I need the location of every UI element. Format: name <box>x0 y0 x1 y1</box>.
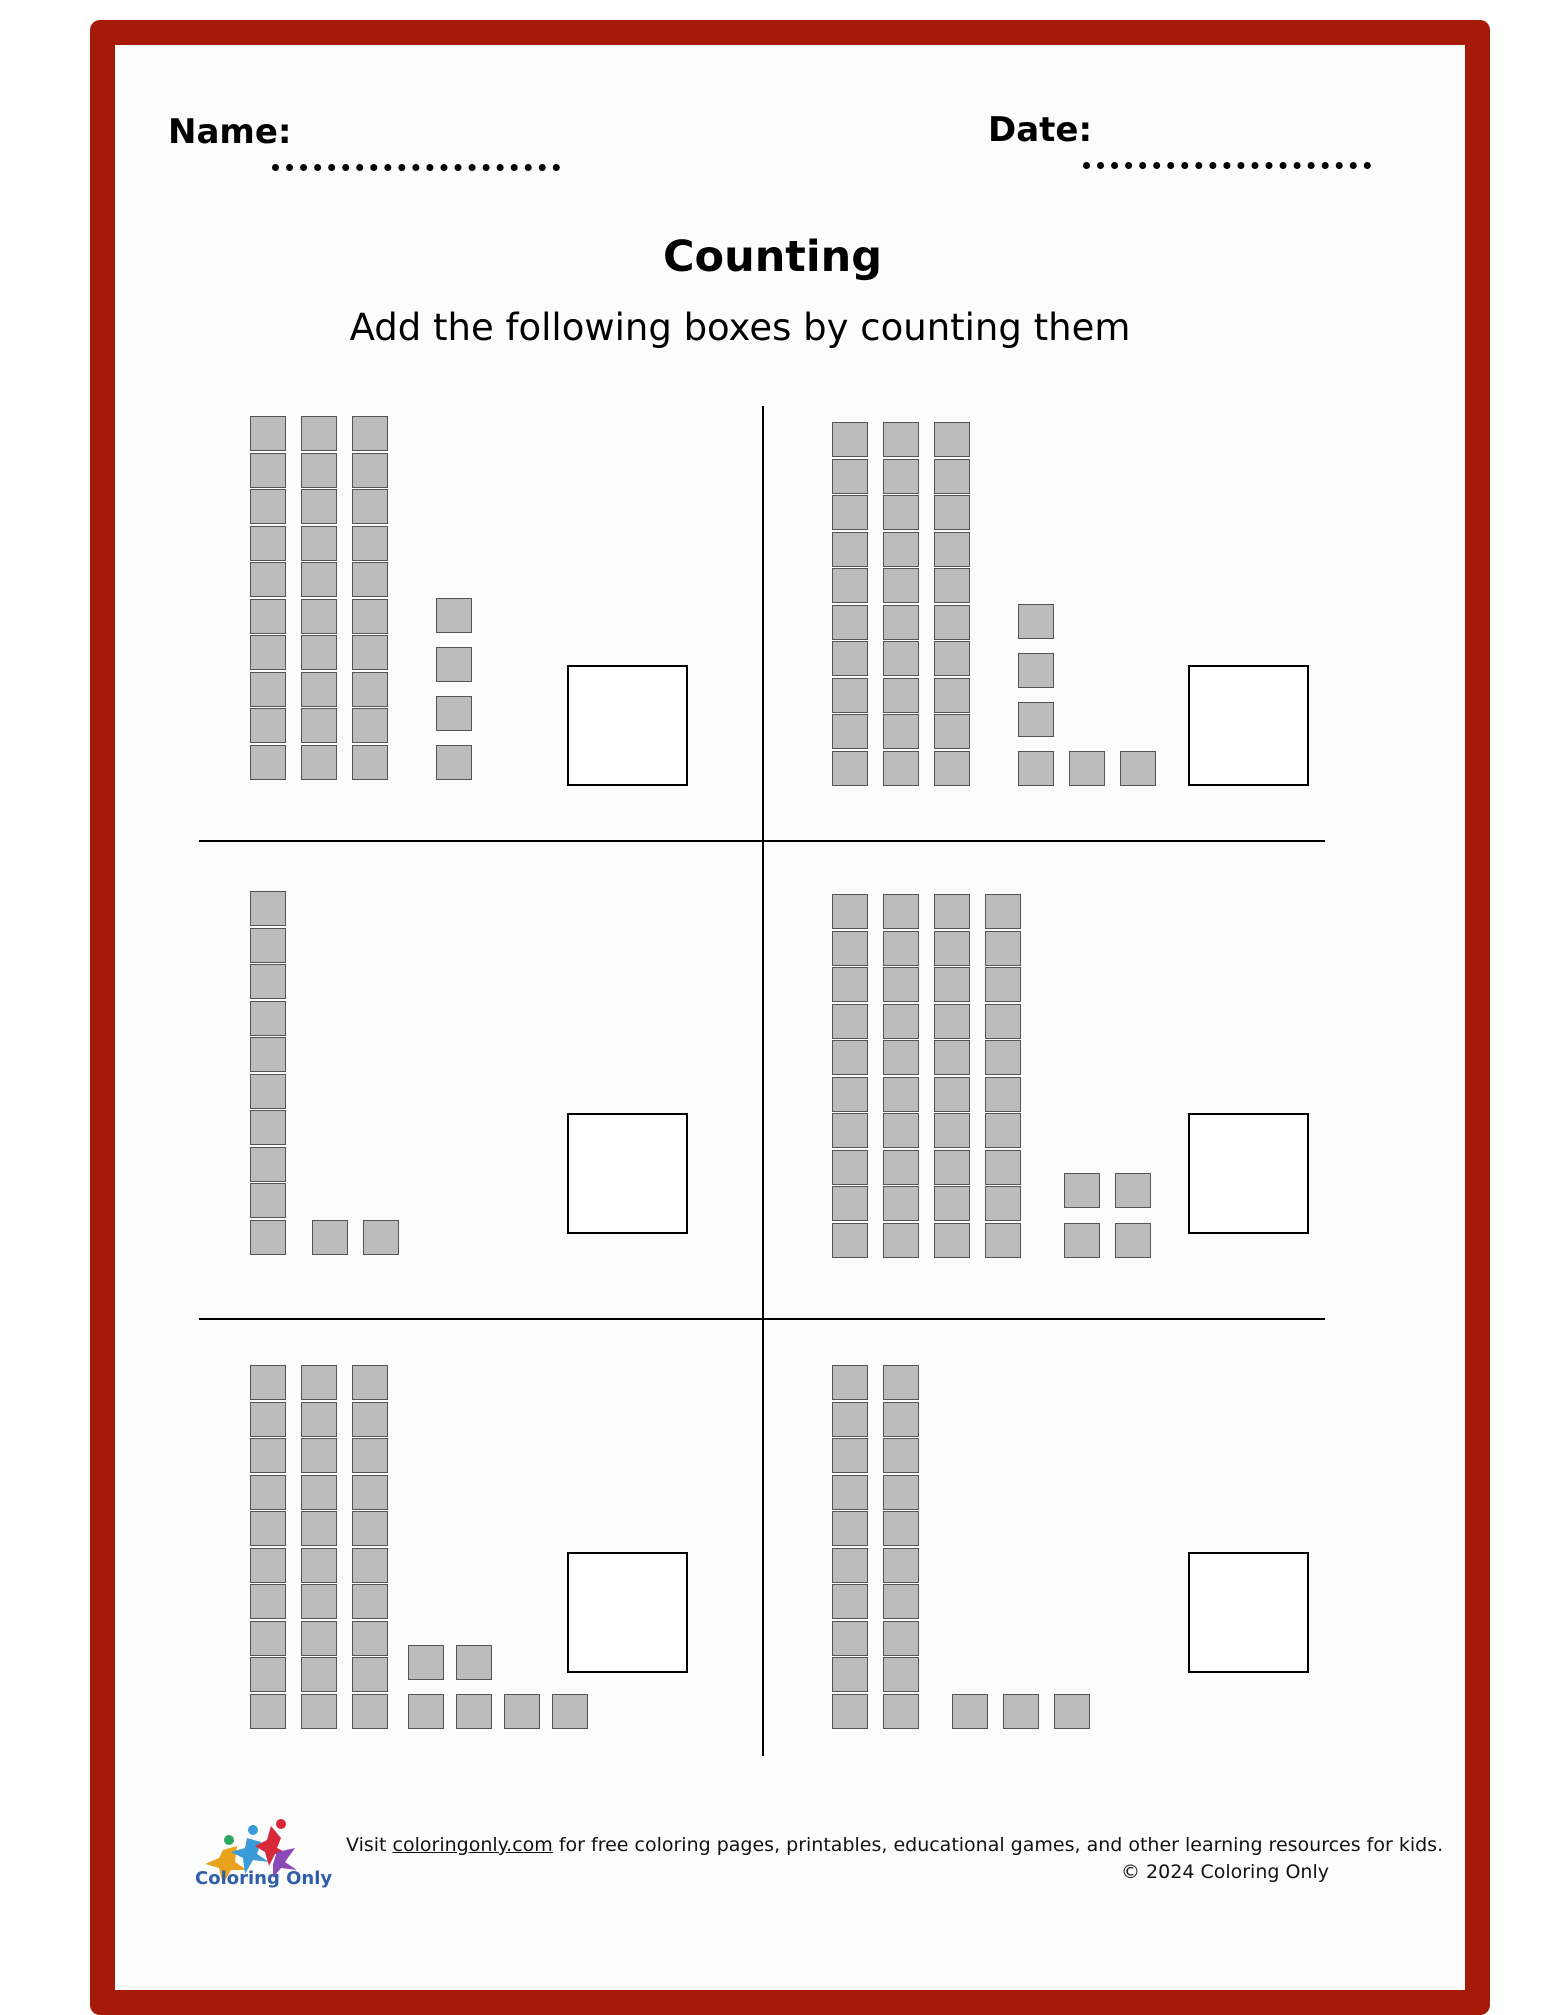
ten-rod-cube <box>250 1110 286 1145</box>
ten-rod-cube <box>985 1004 1021 1039</box>
ten-rod-cube <box>832 931 868 966</box>
ten-rod-cube <box>934 1040 970 1075</box>
ten-rod-cube <box>883 1402 919 1437</box>
ten-rod-cube <box>883 1004 919 1039</box>
unit-cube <box>1064 1223 1100 1258</box>
unit-cube <box>1018 653 1054 688</box>
ten-rod-cube <box>301 526 337 561</box>
ten-rod-cube <box>250 1147 286 1182</box>
ten-rod-cube <box>250 562 286 597</box>
ten-rod-cube <box>883 931 919 966</box>
ten-rod-cube <box>250 453 286 488</box>
ten-rod-cube <box>832 532 868 567</box>
ten-rod-cube <box>883 1223 919 1258</box>
ten-rod-cube <box>301 1694 337 1729</box>
ten-rod-cube <box>934 1004 970 1039</box>
ten-rod-cube <box>250 489 286 524</box>
unit-cube <box>1054 1694 1090 1729</box>
ten-rod-cube <box>352 1584 388 1619</box>
ten-rod-cube <box>250 526 286 561</box>
ten-rod-cube <box>934 1186 970 1221</box>
ten-rod-cube <box>832 605 868 640</box>
ten-rod-cube <box>985 931 1021 966</box>
ten-rod-cube <box>250 928 286 963</box>
logo-text: Coloring Only <box>195 1868 333 1889</box>
ten-rod-cube <box>883 1584 919 1619</box>
unit-cube <box>456 1645 492 1680</box>
ten-rod-cube <box>352 416 388 451</box>
ten-rod-cube <box>352 1402 388 1437</box>
ten-rod-cube <box>883 1511 919 1546</box>
ten-rod-cube <box>934 714 970 749</box>
coloringonly-link[interactable]: coloringonly.com <box>392 1834 553 1856</box>
unit-cube <box>408 1645 444 1680</box>
unit-cube <box>436 745 472 780</box>
ten-rod-cube <box>832 1584 868 1619</box>
ten-rod-cube <box>832 1365 868 1400</box>
unit-cube <box>1018 702 1054 737</box>
ten-rod-cube <box>301 745 337 780</box>
ten-rod-cube <box>832 1223 868 1258</box>
unit-cube <box>552 1694 588 1729</box>
ten-rod-cube <box>352 453 388 488</box>
ten-rod-cube <box>883 1438 919 1473</box>
ten-rod-cube <box>352 635 388 670</box>
ten-rod-cube <box>883 1113 919 1148</box>
ten-rod-cube <box>883 459 919 494</box>
date-label: Date: <box>988 110 1093 150</box>
ten-rod-cube <box>301 1475 337 1510</box>
ten-rod-cube <box>883 1657 919 1692</box>
page-title: Counting <box>662 232 882 282</box>
ten-rod-cube <box>832 1113 868 1148</box>
ten-rod-cube <box>934 422 970 457</box>
ten-rod-cube <box>352 526 388 561</box>
ten-rod-cube <box>250 1475 286 1510</box>
ten-rod-cube <box>934 678 970 713</box>
ten-rod-cube <box>250 599 286 634</box>
ten-rod-cube <box>832 422 868 457</box>
answer-box[interactable] <box>567 665 688 786</box>
footer-copyright: © 2024 Coloring Only <box>1121 1861 1329 1883</box>
ten-rod-cube <box>883 1548 919 1583</box>
ten-rod-cube <box>985 1150 1021 1185</box>
ten-rod-cube <box>352 672 388 707</box>
ten-rod-cube <box>352 562 388 597</box>
ten-rod-cube <box>883 1694 919 1729</box>
ten-rod-cube <box>832 967 868 1002</box>
ten-rod-cube <box>985 1040 1021 1075</box>
ten-rod-cube <box>934 751 970 786</box>
ten-rod-cube <box>250 1584 286 1619</box>
ten-rod-cube <box>883 422 919 457</box>
ten-rod-cube <box>985 1186 1021 1221</box>
unit-cube <box>1018 604 1054 639</box>
ten-rod-cube <box>883 894 919 929</box>
ten-rod-cube <box>352 1365 388 1400</box>
unit-cube <box>436 598 472 633</box>
ten-rod-cube <box>985 967 1021 1002</box>
horizontal-divider-1 <box>199 840 1325 842</box>
unit-cube <box>456 1694 492 1729</box>
horizontal-divider-2 <box>199 1318 1325 1320</box>
ten-rod-cube <box>250 1220 286 1255</box>
ten-rod-cube <box>250 1001 286 1036</box>
footer-visit-prefix: Visit <box>346 1834 393 1856</box>
ten-rod-cube <box>832 1402 868 1437</box>
ten-rod-cube <box>934 568 970 603</box>
answer-box[interactable] <box>1188 665 1309 786</box>
ten-rod-cube <box>883 714 919 749</box>
footer-visit-suffix: for free coloring pages, printables, educational games, and other learning resources for kids. <box>552 1834 1444 1856</box>
ten-rod-cube <box>832 1694 868 1729</box>
ten-rod-cube <box>250 1621 286 1656</box>
ten-rod-cube <box>883 1150 919 1185</box>
ten-rod-cube <box>832 1621 868 1656</box>
unit-cube <box>1120 751 1156 786</box>
ten-rod-cube <box>352 1511 388 1546</box>
ten-rod-cube <box>250 1438 286 1473</box>
ten-rod-cube <box>301 1365 337 1400</box>
ten-rod-cube <box>832 678 868 713</box>
ten-rod-cube <box>301 1657 337 1692</box>
ten-rod-cube <box>301 599 337 634</box>
ten-rod-cube <box>352 1475 388 1510</box>
ten-rod-cube <box>352 599 388 634</box>
ten-rod-cube <box>832 1004 868 1039</box>
ten-rod-cube <box>352 1694 388 1729</box>
ten-rod-cube <box>832 1438 868 1473</box>
ten-rod-cube <box>301 672 337 707</box>
ten-rod-cube <box>832 894 868 929</box>
ten-rod-cube <box>883 751 919 786</box>
ten-rod-cube <box>301 453 337 488</box>
ten-rod-cube <box>934 1113 970 1148</box>
ten-rod-cube <box>250 891 286 926</box>
ten-rod-cube <box>832 1040 868 1075</box>
ten-rod-cube <box>250 672 286 707</box>
ten-rod-cube <box>250 1365 286 1400</box>
ten-rod-cube <box>934 532 970 567</box>
ten-rod-cube <box>301 1438 337 1473</box>
unit-cube <box>312 1220 348 1255</box>
ten-rod-cube <box>301 562 337 597</box>
ten-rod-cube <box>250 708 286 743</box>
ten-rod-cube <box>250 1657 286 1692</box>
ten-rod-cube <box>301 1511 337 1546</box>
ten-rod-cube <box>301 489 337 524</box>
ten-rod-cube <box>883 1365 919 1400</box>
ten-rod-cube <box>301 635 337 670</box>
unit-cube <box>363 1220 399 1255</box>
ten-rod-cube <box>352 708 388 743</box>
ten-rod-cube <box>250 416 286 451</box>
ten-rod-cube <box>985 1113 1021 1148</box>
ten-rod-cube <box>883 1621 919 1656</box>
date-field[interactable] <box>1083 162 1371 169</box>
unit-cube <box>1115 1173 1151 1208</box>
ten-rod-cube <box>352 1657 388 1692</box>
answer-box[interactable] <box>567 1552 688 1673</box>
ten-rod-cube <box>250 1548 286 1583</box>
ten-rod-cube <box>832 751 868 786</box>
ten-rod-cube <box>250 1511 286 1546</box>
ten-rod-cube <box>301 1548 337 1583</box>
unit-cube <box>1018 751 1054 786</box>
ten-rod-cube <box>832 1548 868 1583</box>
ten-rod-cube <box>250 1694 286 1729</box>
ten-rod-cube <box>883 1040 919 1075</box>
ten-rod-cube <box>883 641 919 676</box>
ten-rod-cube <box>352 1621 388 1656</box>
ten-rod-cube <box>250 1074 286 1109</box>
ten-rod-cube <box>934 1077 970 1112</box>
ten-rod-cube <box>352 745 388 780</box>
ten-rod-cube <box>985 1223 1021 1258</box>
ten-rod-cube <box>832 1657 868 1692</box>
ten-rod-cube <box>250 964 286 999</box>
footer-visit-text <box>346 1834 1443 1856</box>
ten-rod-cube <box>352 1438 388 1473</box>
ten-rod-cube <box>832 1186 868 1221</box>
ten-rod-cube <box>832 495 868 530</box>
ten-rod-cube <box>985 894 1021 929</box>
ten-rod-cube <box>883 495 919 530</box>
ten-rod-cube <box>883 1186 919 1221</box>
ten-rod-cube <box>301 416 337 451</box>
unit-cube <box>436 696 472 731</box>
ten-rod-cube <box>883 605 919 640</box>
ten-rod-cube <box>883 532 919 567</box>
ten-rod-cube <box>934 605 970 640</box>
unit-cube <box>1115 1223 1151 1258</box>
ten-rod-cube <box>250 635 286 670</box>
unit-cube <box>1069 751 1105 786</box>
ten-rod-cube <box>832 1150 868 1185</box>
name-field[interactable] <box>272 164 560 171</box>
unit-cube <box>1003 1694 1039 1729</box>
ten-rod-cube <box>883 967 919 1002</box>
answer-box[interactable] <box>1188 1552 1309 1673</box>
answer-box[interactable] <box>567 1113 688 1234</box>
ten-rod-cube <box>883 1475 919 1510</box>
ten-rod-cube <box>832 714 868 749</box>
ten-rod-cube <box>301 1584 337 1619</box>
ten-rod-cube <box>832 1475 868 1510</box>
ten-rod-cube <box>250 1183 286 1218</box>
ten-rod-cube <box>934 641 970 676</box>
unit-cube <box>1064 1173 1100 1208</box>
ten-rod-cube <box>934 894 970 929</box>
unit-cube <box>408 1694 444 1729</box>
ten-rod-cube <box>832 568 868 603</box>
ten-rod-cube <box>301 708 337 743</box>
unit-cube <box>504 1694 540 1729</box>
ten-rod-cube <box>934 459 970 494</box>
ten-rod-cube <box>832 641 868 676</box>
ten-rod-cube <box>832 1077 868 1112</box>
unit-cube <box>952 1694 988 1729</box>
ten-rod-cube <box>883 1077 919 1112</box>
vertical-divider <box>762 406 764 1756</box>
ten-rod-cube <box>934 1150 970 1185</box>
ten-rod-cube <box>985 1077 1021 1112</box>
ten-rod-cube <box>934 931 970 966</box>
ten-rod-cube <box>883 568 919 603</box>
ten-rod-cube <box>301 1402 337 1437</box>
ten-rod-cube <box>832 459 868 494</box>
ten-rod-cube <box>250 1402 286 1437</box>
ten-rod-cube <box>250 1037 286 1072</box>
name-label: Name: <box>168 112 292 152</box>
ten-rod-cube <box>934 495 970 530</box>
page-subtitle: Add the following boxes by counting them <box>349 306 1131 349</box>
ten-rod-cube <box>301 1621 337 1656</box>
ten-rod-cube <box>883 678 919 713</box>
answer-box[interactable] <box>1188 1113 1309 1234</box>
ten-rod-cube <box>250 745 286 780</box>
ten-rod-cube <box>832 1511 868 1546</box>
ten-rod-cube <box>352 489 388 524</box>
coloring-only-logo-icon <box>185 1818 315 1908</box>
unit-cube <box>436 647 472 682</box>
ten-rod-cube <box>352 1548 388 1583</box>
ten-rod-cube <box>934 967 970 1002</box>
ten-rod-cube <box>934 1223 970 1258</box>
